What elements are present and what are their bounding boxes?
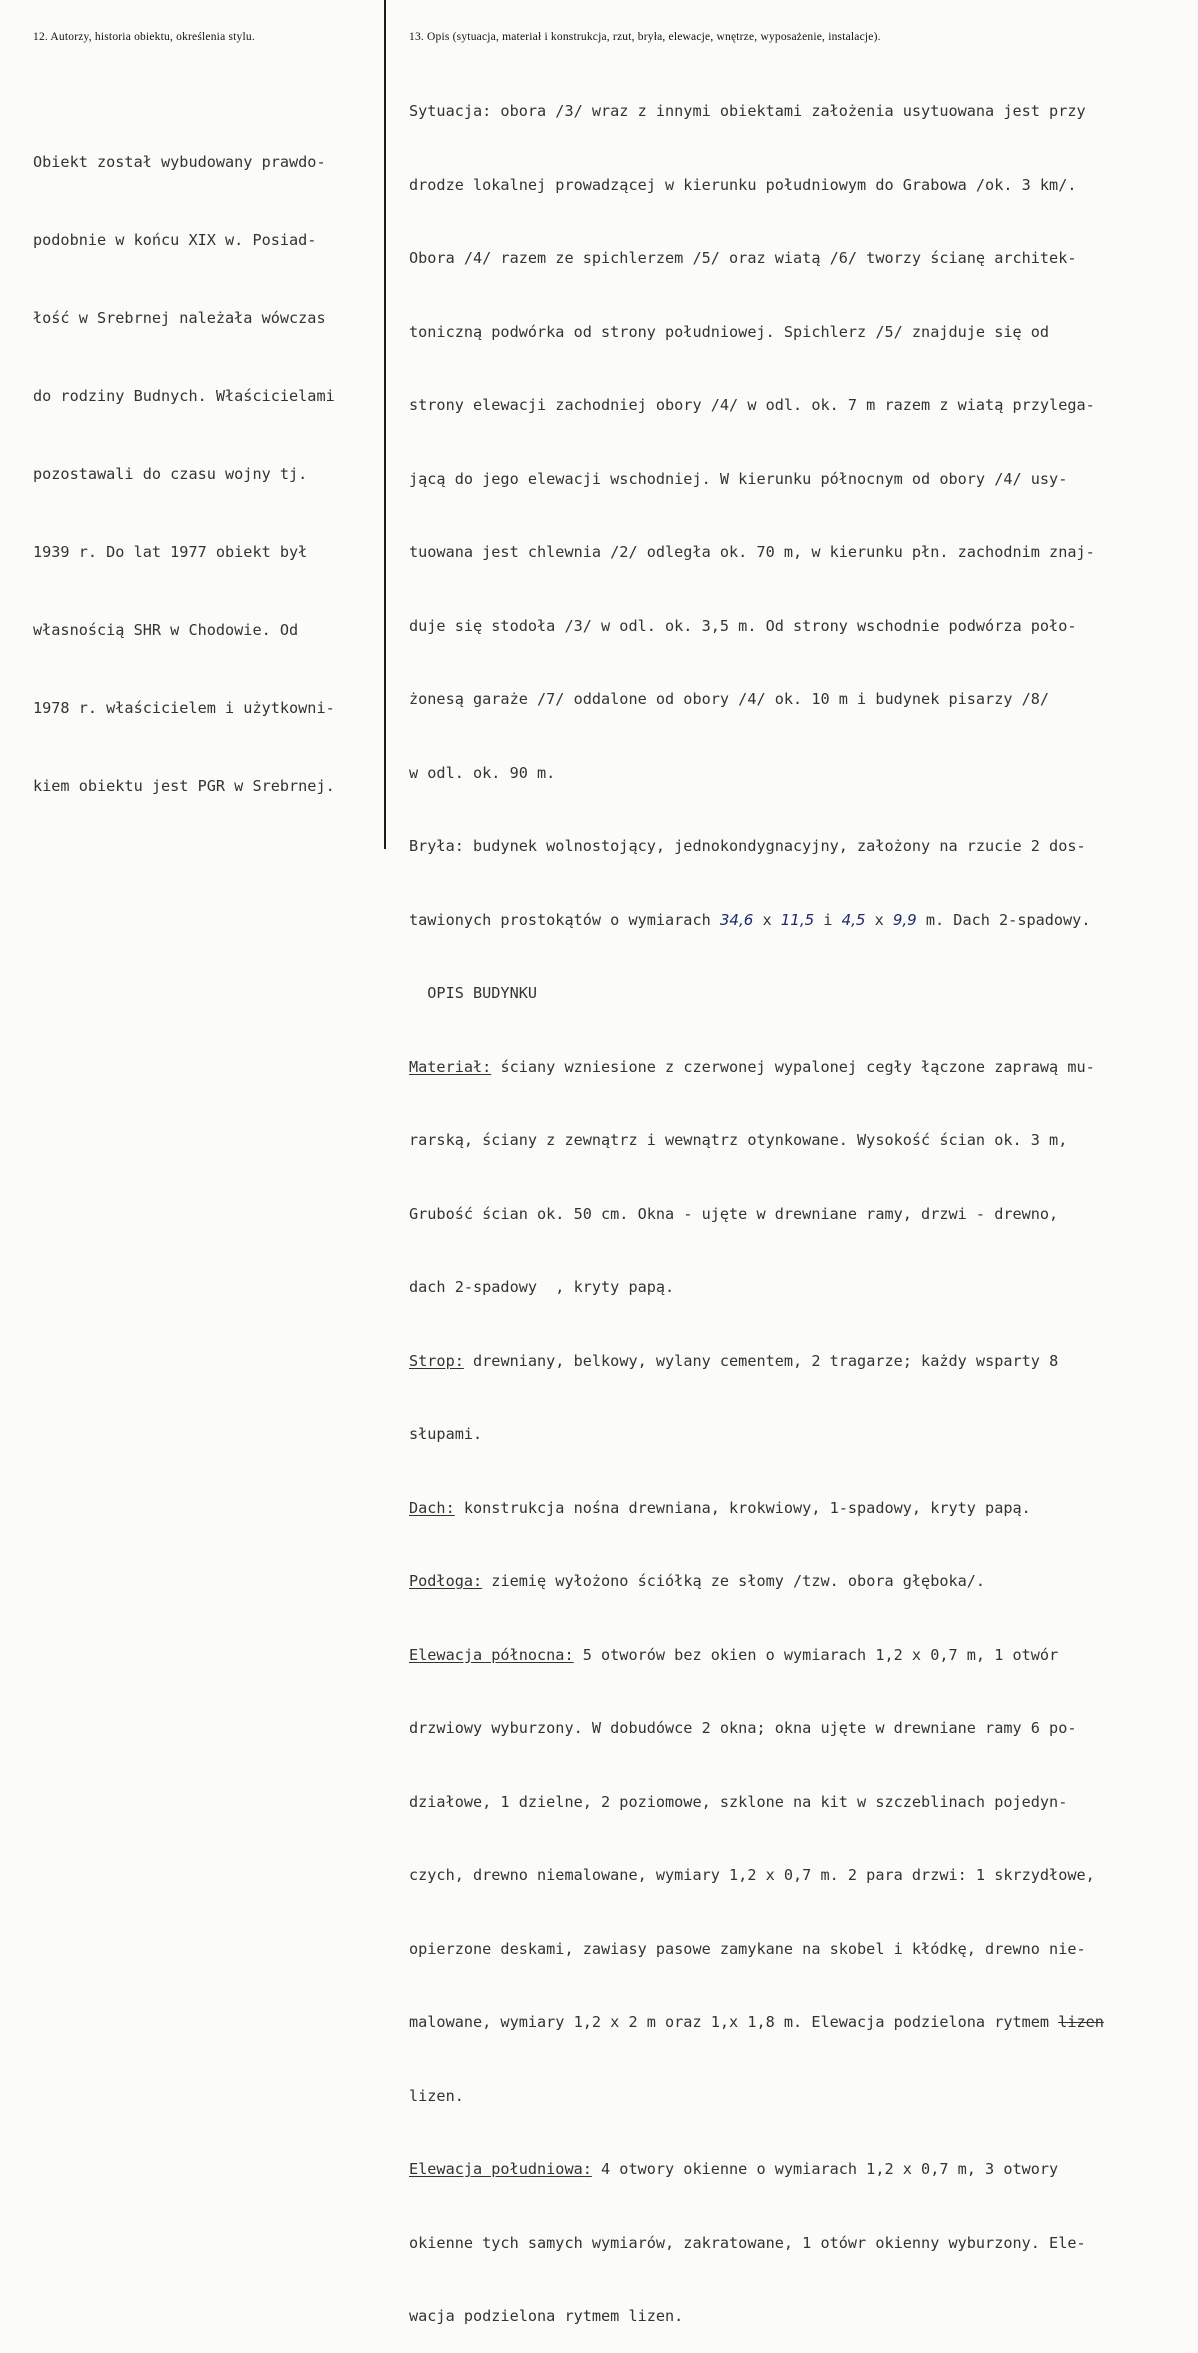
field-label: Podłoga: [409,1572,483,1590]
history-text [33,97,383,825]
history-line: Obiekt został wybudowany prawdo- [33,153,326,171]
description-line: Bryła: budynek wolnostojący, jednokondygnacyjny, założony na rzucie 2 dos- [409,837,1086,855]
field-text: konstrukcja nośna drewniana, krokwiowy, 1-spadowy, kryty papą. [454,1498,1031,1517]
column-divider [384,0,386,849]
history-line: 1939 r. Do lat 1977 obiekt był [33,543,308,561]
description-line: jącą do jego elewacji wschodniej. W kierunku północnym od obory /4/ usy- [409,469,1068,488]
handwritten-dimension: 11,5 [780,910,815,929]
description-line [409,2157,1198,2182]
description-line: duje się stodoła /3/ w odl. ok. 3,5 m. Od strony wschodnie podwórza poło- [409,616,1077,635]
description-line: lizen. [409,2086,464,2105]
dimension-separator: x [865,910,893,929]
section-13-header: 13. Opis (sytuacja, materiał i konstrukcja, rzut, bryła, elewacje, wnętrze, wyposażenie, instalacje). [409,31,881,43]
description-line: Obora /4/ razem ze spichlerzem /5/ oraz wiatą /6/ tworzy ścianę architek- [409,249,1077,267]
description-line: czych, drewno niemalowane, wymiary 1,2 x 0,7 m. 2 para drzwi: 1 skrzydłowe, [409,1866,1095,1884]
field-text: malowane, wymiary 1,2 x 2 m oraz 1,x 1,8 m. Elewacja podzielona rytmem [409,2013,1059,2031]
description-line [409,1349,1198,1374]
description-line [409,2010,1198,2035]
field-label: Elewacja północna: [409,1645,574,1664]
description-line: tuowana jest chlewnia /2/ odległa ok. 70 m, w kierunku płn. zachodnim znaj- [409,543,1095,561]
description-line: żonesą garaże /7/ oddalone od obory /4/ ok. 10 m i budynek pisarzy /8/ [409,690,1050,708]
description-line: działowe, 1 dzielne, 2 poziomowe, szklone na kit w szczeblinach pojedyn- [409,1792,1068,1811]
dimension-separator: i [814,910,842,929]
description-line: okienne tych samych wymiarów, zakratowane, 1 otówr okienny wyburzony. Ele- [409,2233,1086,2252]
history-line: 1978 r. właścicielem i użytkowni- [33,699,335,717]
history-line: własnością SHR w Chodowie. Od [33,621,299,639]
field-text: ściany wzniesione z czerwonej wypalonej cegły łączone zaprawą mu- [491,1057,1095,1076]
history-line: podobnie w końcu XIX w. Posiad- [33,231,317,249]
struck-word: lizen [1058,2013,1104,2031]
history-line: kiem obiektu jest PGR w Srebrnej. [33,777,335,795]
history-line: do rodziny Budnych. Właścicielami [33,387,335,405]
description-line: w odl. ok. 90 m. [409,763,556,782]
description-line: dach 2-spadowy , kryty papą. [409,1278,675,1296]
field-label: Elewacja południowa: [409,2160,592,2178]
handwritten-dimension: 34,6 [719,910,754,929]
description-text [409,50,1198,2353]
description-line: drzwiowy wyburzony. W dobudówce 2 okna; okna ujęte w drewniane ramy 6 po- [409,1719,1077,1737]
field-text: 5 otworów bez okien o wymiarach 1,2 x 0,7 m, 1 otwór [573,1645,1059,1664]
description-line [409,1643,1198,1668]
description-line [409,1496,1198,1521]
history-line: pozostawali do czasu wojny tj. [33,465,308,483]
description-line: Sytuacja: obora /3/ wraz z innymi obiektami założenia usytuowana jest przy [409,102,1086,120]
description-line: słupami. [409,1425,483,1443]
description-line: strony elewacji zachodniej obory /4/ w odl. ok. 7 m razem z wiatą przylega- [409,396,1095,414]
description-line: rarską, ściany z zewnątrz i wewnątrz otynkowane. Wysokość ścian ok. 3 m, [409,1131,1068,1149]
field-label: Materiał: [409,1057,492,1076]
field-text: drewniany, belkowy, wylany cementem, 2 tragarze; każdy wsparty 8 [463,1351,1059,1370]
description-line [409,1569,1198,1594]
description-line: drodze lokalnej prowadzącej w kierunku południowym do Grabowa /ok. 3 km/. [409,175,1077,194]
handwritten-dimension: 9,9 [892,910,917,929]
description-line: toniczną podwórka od strony południowej. Spichlerz /5/ znajduje się od [409,322,1050,341]
dimensions-prefix: tawionych prostokątów o wymiarach [409,910,720,929]
field-label: Strop: [409,1351,464,1370]
field-text: ziemię wyłożono ściółką ze słomy /tzw. obora głęboka/. [482,1572,986,1590]
field-label: Dach: [409,1498,455,1517]
dimensions-line [409,908,1198,933]
section-12-header: 12. Autorzy, historia obiektu, określenia stylu. [33,31,255,43]
dimension-separator: x [753,910,781,929]
history-line: łość w Srebrnej należała wówczas [33,309,326,327]
description-line [409,1055,1198,1080]
handwritten-dimension: 4,5 [841,910,866,929]
dimensions-suffix: m. Dach 2-spadowy. [916,910,1091,929]
description-line: Grubość ścian ok. 50 cm. Okna - ujęte w drewniane ramy, drzwi - drewno, [409,1204,1059,1223]
description-line: opierzone deskami, zawiasy pasowe zamykane na skobel i kłódkę, drewno nie- [409,1939,1086,1958]
section-title: OPIS BUDYNKU [409,984,538,1002]
field-text: 4 otwory okienne o wymiarach 1,2 x 0,7 m, 3 otwory [591,2160,1059,2178]
description-line: wacja podzielona rytmem lizen. [409,2307,684,2325]
